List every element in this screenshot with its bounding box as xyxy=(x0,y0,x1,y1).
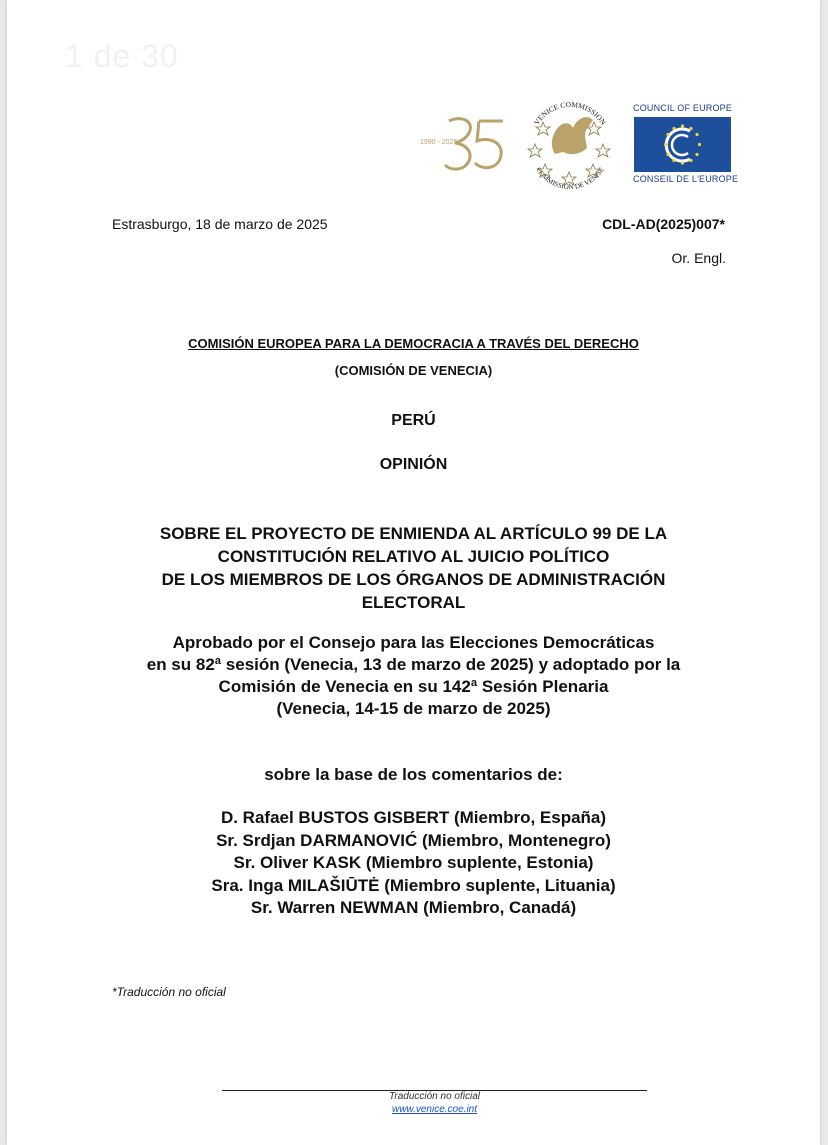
document-type: OPINIÓN xyxy=(379,456,448,473)
approval-line: en su 82ª sesión (Venecia, 13 de marzo de 2025) y adoptado por la xyxy=(146,655,681,674)
subject-line: CONSTITUCIÓN RELATIVO AL JUICIO POLÍTICO xyxy=(217,547,610,566)
approval-line: Comisión de Venecia en su 142ª Sesión Plenaria xyxy=(218,677,609,696)
rapporteurs-list xyxy=(47,807,780,920)
venice-bottom-text: COMMISSION DE VENISE xyxy=(534,165,606,192)
footer-note: Traducción no oficial xyxy=(389,1091,480,1102)
rapporteur: Sr. Warren NEWMAN (Miembro, Canadá) xyxy=(250,898,577,917)
page-counter: 1 de 30 xyxy=(65,38,179,74)
rapporteur: Sr. Oliver KASK (Miembro suplente, Estonia) xyxy=(233,853,594,872)
rapporteur: Sr. Srdjan DARMANOVIĆ (Miembro, Montenegro) xyxy=(216,830,611,850)
svg-text:COMMISSION DE VENISE xyxy=(534,166,605,191)
approval-line: Aprobado por el Consejo para las Elecciones Democráticas xyxy=(172,633,655,652)
translation-footnote: *Traducción no oficial xyxy=(112,985,226,999)
website-link[interactable]: www.venice.coe.int xyxy=(391,1104,478,1115)
anniversary-35-logo xyxy=(417,113,512,175)
document-reference: CDL-AD(2025)007* xyxy=(602,216,725,232)
subject-line: SOBRE EL PROYECTO DE ENMIENDA AL ARTÍCULO 99 DE LA xyxy=(159,524,668,543)
organization-short-name: (COMISIÓN DE VENECIA) xyxy=(334,363,493,378)
rapporteur: D. Rafael BUSTOS GISBERT (Miembro, España) xyxy=(220,808,607,827)
coe-name-french: CONSEIL DE L'EUROPE xyxy=(633,174,739,184)
coe-name-english: COUNCIL OF EUROPE xyxy=(633,103,733,113)
organization-name: COMISIÓN EUROPEA PARA LA DEMOCRACIA A TRAVÉS DEL DERECHO xyxy=(188,336,639,351)
original-language: Or. Engl. xyxy=(671,250,726,266)
coe-star-circle-icon xyxy=(634,117,731,172)
rapporteur: Sra. Inga MILAŠIŪTĖ (Miembro suplente, Lituania) xyxy=(211,875,616,895)
subject-line: ELECTORAL xyxy=(361,593,466,612)
comments-basis: sobre la base de los comentarios de: xyxy=(264,765,563,784)
opinion-subject xyxy=(47,522,780,614)
approval-line: (Venecia, 14-15 de marzo de 2025) xyxy=(276,699,551,718)
venice-commission-logo xyxy=(521,92,619,196)
venice-lion-seal-icon xyxy=(521,92,619,196)
council-of-europe-logo xyxy=(629,103,739,187)
coe-flag xyxy=(634,117,731,172)
document-page xyxy=(7,0,820,1145)
approval-statement xyxy=(47,632,780,720)
country-title: PERÚ xyxy=(391,412,436,429)
place-date: Estrasburgo, 18 de marzo de 2025 xyxy=(112,216,328,232)
venice-top-text: VENICE COMMISSION xyxy=(532,99,608,127)
anniversary-years: 1990 - 2025 xyxy=(420,139,458,146)
subject-line: DE LOS MIEMBROS DE LOS ÓRGANOS DE ADMINISTRACIÓN xyxy=(161,570,666,589)
